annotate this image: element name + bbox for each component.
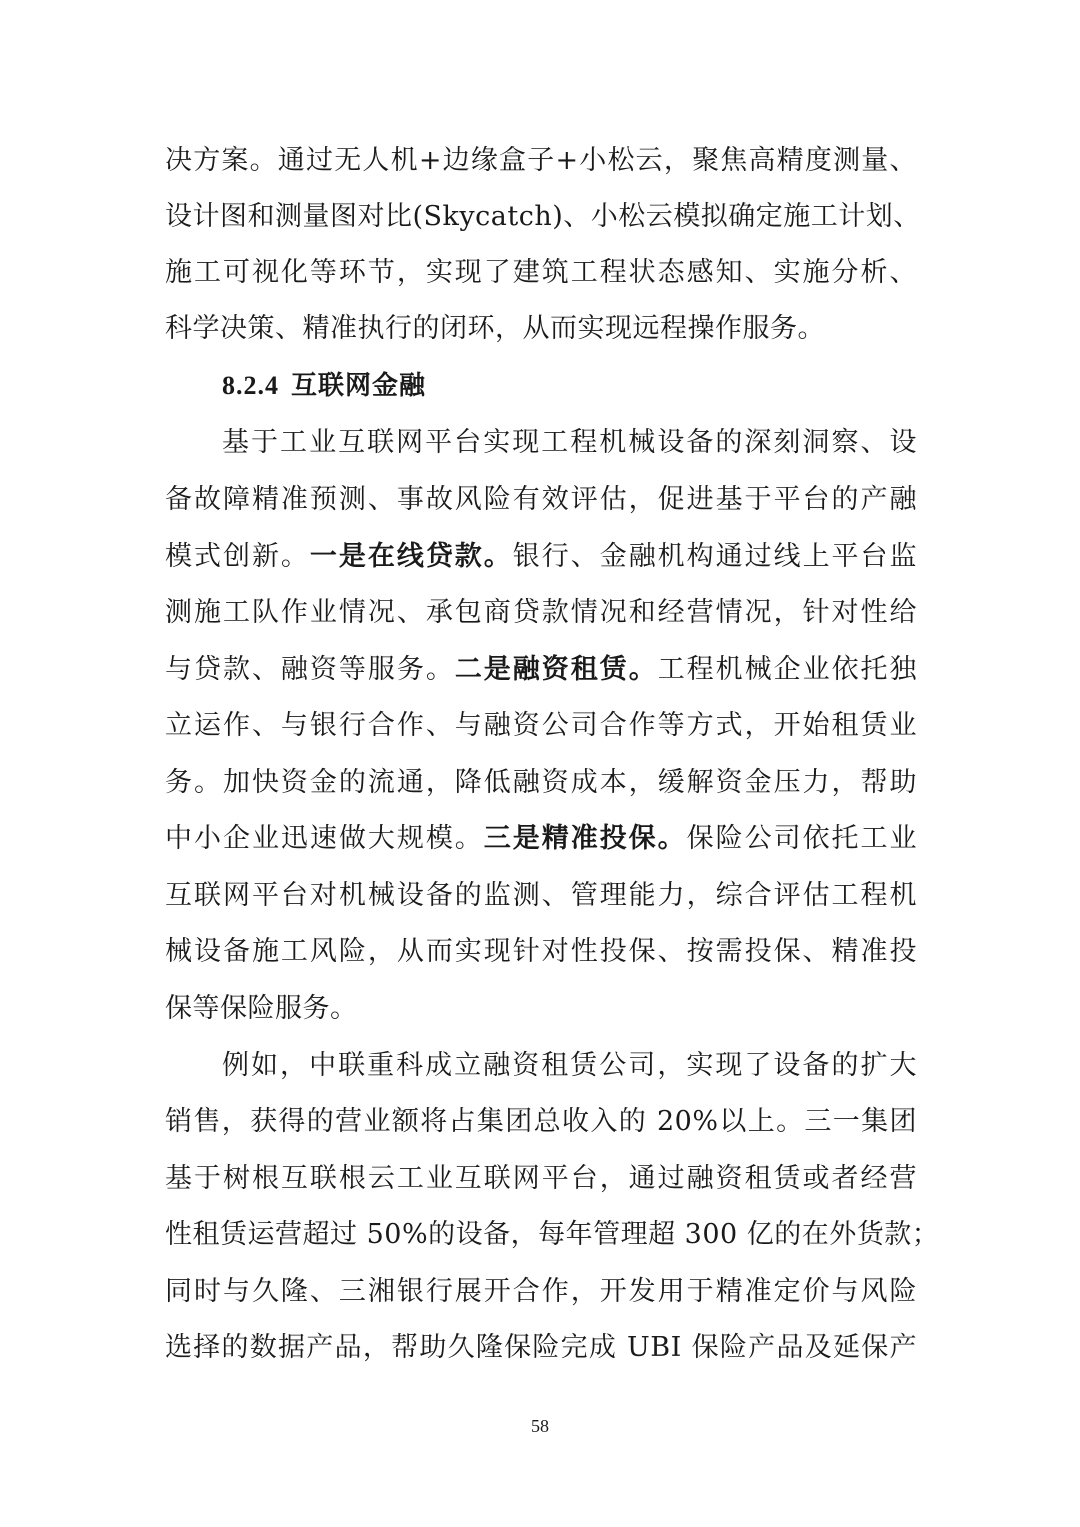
paragraph-line: 设计图和测量图对比(Skycatch)、小松云模拟确定施工计划、: [165, 201, 921, 232]
emphasis-financial-leasing: 二是融资租赁。: [454, 654, 658, 685]
paragraph-line: 备故障精准预测、事故风险有效评估，促进基于平台的产融: [165, 484, 917, 515]
paragraph-line: 选择的数据产品，帮助久隆保险完成 UBI 保险产品及延保产: [165, 1332, 917, 1363]
paragraph-line: [165, 819, 917, 859]
paragraph-line: 测施工队作业情况、承包商贷款情况和经营情况，针对性给: [165, 597, 917, 628]
paragraph-line: 科学决策、精准执行的闭环，从而实现远程操作服务。: [165, 313, 825, 344]
section-heading: [222, 366, 426, 406]
text-run: 与贷款、融资等服务。: [165, 654, 455, 685]
emphasis-online-loan: 一是在线贷款。: [309, 541, 513, 572]
paragraph-line: 施工可视化等环节，实现了建筑工程状态感知、实施分析、: [165, 257, 917, 288]
paragraph-line: [165, 537, 917, 577]
section-title: 互联网金融: [291, 371, 427, 401]
emphasis-precise-insurance: 三是精准投保。: [483, 823, 687, 854]
paragraph-line: 立运作、与银行合作、与融资公司合作等方式，开始租赁业: [165, 710, 917, 741]
section-number: 8.2.4: [222, 371, 279, 400]
paragraph-line: 械设备施工风险，从而实现针对性投保、按需投保、精准投: [165, 936, 917, 967]
paragraph-line: 务。加快资金的流通，降低融资成本，缓解资金压力，帮助: [165, 767, 917, 798]
text-run: 银行、金融机构通过线上平台监: [512, 541, 918, 572]
text-run: 中小企业迅速做大规模。: [165, 823, 484, 854]
text-run: 工程机械企业依托独: [657, 654, 918, 685]
paragraph-line: 例如，中联重科成立融资租赁公司，实现了设备的扩大: [222, 1050, 917, 1081]
text-run: 模式创新。: [165, 541, 310, 572]
paragraph-line: [165, 650, 917, 690]
paragraph-line: 互联网平台对机械设备的监测、管理能力，综合评估工程机: [165, 880, 917, 911]
paragraph-line: 同时与久隆、三湘银行展开合作，开发用于精准定价与风险: [165, 1276, 917, 1307]
paragraph-line: 保等保险服务。: [165, 993, 358, 1024]
paragraph-line: 基于工业互联网平台实现工程机械设备的深刻洞察、设: [222, 427, 917, 458]
paragraph-line: 决方案。通过无人机+边缘盒子+小松云，聚焦高精度测量、: [165, 145, 917, 176]
paragraph-line: 性租赁运营超过 50%的设备，每年管理超 300 亿的在外货款；: [165, 1219, 940, 1250]
paragraph-line: 基于树根互联根云工业互联网平台，通过融资租赁或者经营: [165, 1163, 917, 1194]
page-number: 58: [531, 1416, 549, 1436]
paragraph-line: 销售，获得的营业额将占集团总收入的 20%以上。三一集团: [165, 1106, 917, 1137]
text-run: 保险公司依托工业: [686, 823, 918, 854]
